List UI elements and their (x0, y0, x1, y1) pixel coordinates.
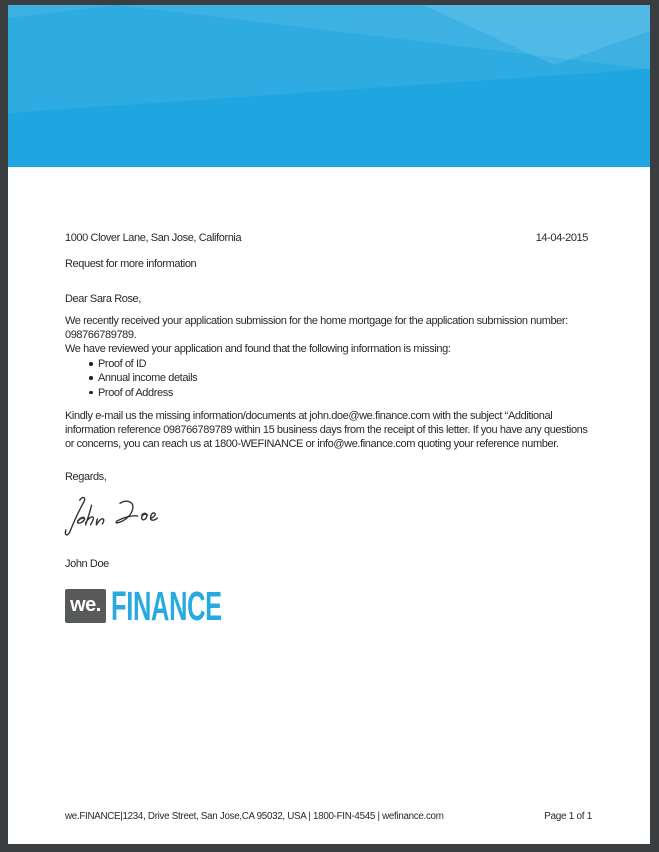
paragraph-line: or concerns, you can reach us at 1800-WEFINANCE or info@we.finance.com quoting your reference number. (65, 437, 559, 450)
letter-page (8, 5, 650, 844)
paragraph-line: information reference 098766789789 within 15 business days from the receipt of this letter. If you have any questions (65, 423, 588, 436)
list-item (65, 386, 592, 400)
sender-address: 1000 Clover Lane, San Jose, California (65, 232, 242, 244)
subject-line: Request for more information (65, 258, 197, 270)
application-number: 098766789789. (65, 328, 137, 341)
company-logo (65, 583, 592, 629)
page-footer (65, 810, 592, 824)
page-number: Page 1 of 1 (544, 811, 592, 822)
paragraph-application-received (65, 315, 592, 356)
letter-date: 14-04-2015 (535, 232, 588, 244)
list-item (65, 371, 592, 385)
paragraph-line: We recently received your application submission for the home mortgage for the application submission number: (65, 315, 568, 327)
list-item-label: Proof of Address (98, 386, 173, 399)
missing-information-list (65, 357, 592, 400)
bullet-icon (89, 376, 93, 380)
list-item-label: Proof of ID (98, 358, 147, 370)
footer-contact-info: we.FINANCE|1234, Drive Street, San Jose,CA 95032, USA | 1800-FIN-4545 | wefinance.com (65, 811, 444, 822)
list-item-label: Annual income details (98, 372, 198, 385)
list-item (65, 357, 592, 371)
salutation: Dear Sara Rose, (65, 293, 141, 305)
bullet-icon (89, 362, 93, 366)
bullet-icon (89, 391, 93, 395)
logo-we-mark: we. (65, 589, 106, 623)
signer-name: John Doe (65, 558, 109, 570)
paragraph-line: Kindly e-mail us the missing information/documents at john.doe@we.finance.com with the subject “Additional (65, 410, 553, 422)
paragraph-line: We have reviewed your application and found that the following information is missing: (65, 342, 451, 355)
closing-regards: Regards, (65, 471, 107, 483)
logo-finance-wordmark: FINANCE (111, 583, 222, 629)
address-date-row (65, 232, 592, 246)
handwritten-signature (63, 491, 181, 545)
paragraph-instructions (65, 410, 592, 451)
letter-body (65, 5, 592, 844)
